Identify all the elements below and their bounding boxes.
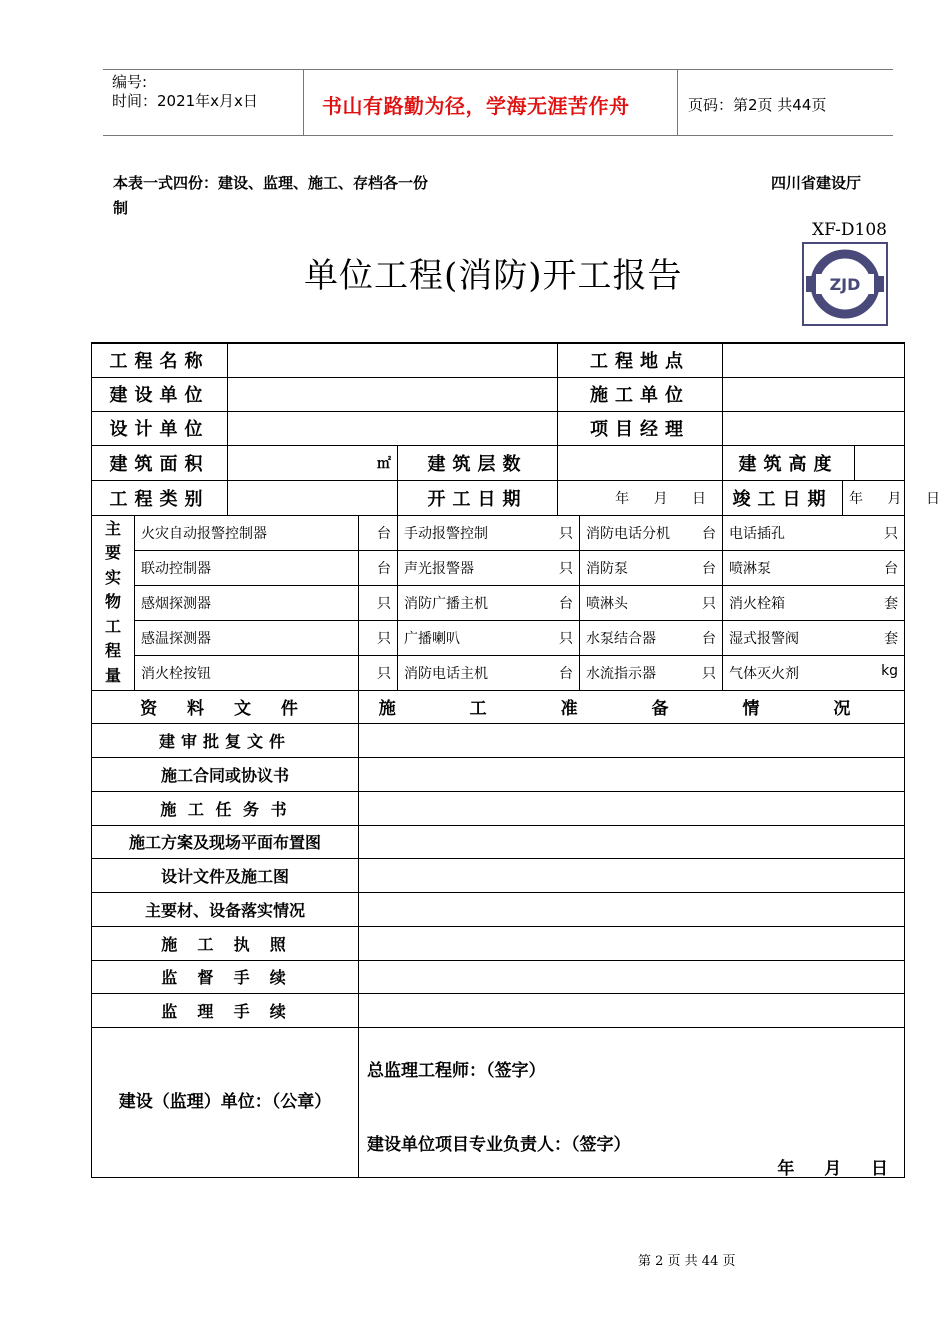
qty-item: 手动报警控制 只 xyxy=(398,515,580,550)
header-top-rule xyxy=(103,69,893,70)
quantities-side-text: 主 要 实 物 工 程 量 xyxy=(104,518,121,685)
qty-item: 消防泵 台 xyxy=(580,550,723,585)
label-construct-unit: 施工单位 xyxy=(558,377,723,411)
start-date-field[interactable]: 年 月 日 xyxy=(558,480,723,515)
header-divider xyxy=(303,69,304,136)
doc-item: 监 督 手 续 xyxy=(92,960,359,993)
qty-item: 感烟探测器 xyxy=(135,585,359,620)
prep-field[interactable] xyxy=(359,791,905,825)
label-floors: 建筑层数 xyxy=(398,445,558,480)
project-category-field[interactable] xyxy=(228,480,398,515)
qty-item: 电话插孔 只 xyxy=(723,515,905,550)
prep-field[interactable] xyxy=(359,960,905,993)
prep-field[interactable] xyxy=(359,757,905,791)
doc-item: 建审批复文件 xyxy=(92,723,359,757)
qty-item: 感温探测器 xyxy=(135,620,359,655)
signature-area[interactable] xyxy=(359,1027,905,1177)
page-info: 页码：第2页 共44页 xyxy=(688,96,827,114)
prep-field[interactable] xyxy=(359,926,905,960)
qty-item: 气体灭火剂 kg xyxy=(723,655,905,690)
qty-item: 湿式报警阀 套 xyxy=(723,620,905,655)
qty-item: 广播喇叭 只 xyxy=(398,620,580,655)
doc-item: 监 理 手 续 xyxy=(92,993,359,1027)
time-label: 时间：2021年x月x日 xyxy=(112,92,258,110)
label-build-unit: 建设单位 xyxy=(92,377,228,411)
form-code: XF-D108 xyxy=(812,220,887,240)
doc-item: 施工方案及现场平面布置图 xyxy=(92,825,359,858)
unit-seal-label: 建设（监理）单位：（公章） xyxy=(92,1027,359,1177)
qty-item: 消防广播主机 台 xyxy=(398,585,580,620)
doc-item: 施 工 任 务 书 xyxy=(92,791,359,825)
copies-note: 本表一式四份：建设、监理、施工、存档各一份 xyxy=(113,174,429,192)
qty-item: 联动控制器 xyxy=(135,550,359,585)
label-project-name: 工程名称 xyxy=(92,343,228,377)
project-name-field[interactable] xyxy=(228,343,558,377)
label-building-area: 建筑面积 xyxy=(92,445,228,480)
doc-item: 设计文件及施工图 xyxy=(92,858,359,892)
label-building-height: 建筑高度 xyxy=(723,445,855,480)
doc-item: 施工合同或协议书 xyxy=(92,757,359,791)
label-project-category: 工程类别 xyxy=(92,480,228,515)
area-unit: ㎡ xyxy=(377,455,391,472)
qty-item: 喷淋泵 台 xyxy=(723,550,905,585)
project-manager-field[interactable] xyxy=(723,411,905,445)
doc-item: 施 工 执 照 xyxy=(92,926,359,960)
prep-field[interactable] xyxy=(359,892,905,926)
doc-item: 主要材、设备落实情况 xyxy=(92,892,359,926)
qty-unit: 只 xyxy=(359,655,398,690)
issuer: 四川省建设厅 xyxy=(771,174,862,192)
page-footer: 第 2 页 共 44 页 xyxy=(638,1254,736,1269)
label-design-unit: 设计单位 xyxy=(92,411,228,445)
svg-text:ZJD: ZJD xyxy=(829,275,861,294)
qty-item: 声光报警器 只 xyxy=(398,550,580,585)
floors-field[interactable] xyxy=(558,445,723,480)
prep-field[interactable] xyxy=(359,993,905,1027)
label-project-manager: 项目经理 xyxy=(558,411,723,445)
number-label: 编号: xyxy=(112,73,148,91)
report-form xyxy=(91,342,950,1179)
qty-item: 消防电话主机 台 xyxy=(398,655,580,690)
qty-unit: 台 xyxy=(359,515,398,550)
qty-unit: 台 xyxy=(359,550,398,585)
completion-date-field[interactable]: 年 月 日 xyxy=(843,480,905,515)
copies-note-tail: 制 xyxy=(113,199,129,217)
owner-rep-signature: 建设单位项目专业负责人：（签字） xyxy=(367,1134,631,1155)
signature-date: 年 月 日 xyxy=(777,1158,895,1179)
label-project-location: 工程地点 xyxy=(558,343,723,377)
construct-unit-field[interactable] xyxy=(723,377,905,411)
qty-item: 水流指示器 只 xyxy=(580,655,723,690)
qty-unit: 只 xyxy=(359,585,398,620)
qty-item: 喷淋头 只 xyxy=(580,585,723,620)
qty-unit: 只 xyxy=(359,620,398,655)
prep-field[interactable] xyxy=(359,723,905,757)
build-unit-field[interactable] xyxy=(228,377,558,411)
docs-header: 资 料 文 件 xyxy=(92,690,359,723)
qty-item: 消防电话分机 台 xyxy=(580,515,723,550)
design-unit-field[interactable] xyxy=(228,411,558,445)
page-title: 单位工程(消防)开工报告 xyxy=(304,256,683,296)
prep-field[interactable] xyxy=(359,858,905,892)
building-area-field[interactable] xyxy=(228,445,398,480)
prep-field[interactable] xyxy=(359,825,905,858)
qty-item: 消火栓箱 套 xyxy=(723,585,905,620)
motto: 书山有路勤为径，学海无涯苦作舟 xyxy=(322,94,630,118)
quantities-side-label xyxy=(92,515,135,690)
qty-item: 消火栓按钮 xyxy=(135,655,359,690)
header-bottom-rule xyxy=(103,135,893,136)
label-completion-date: 竣工日期 xyxy=(723,480,843,515)
zjd-logo xyxy=(802,242,888,326)
label-start-date: 开工日期 xyxy=(398,480,558,515)
header-divider xyxy=(677,69,678,136)
building-height-field[interactable] xyxy=(855,445,905,480)
prep-header: 施 工 准 备 情 况 xyxy=(359,690,905,723)
qty-item: 水泵结合器 台 xyxy=(580,620,723,655)
chief-engineer-signature: 总监理工程师：（签字） xyxy=(367,1060,546,1081)
project-location-field[interactable] xyxy=(723,343,905,377)
qty-item: 火灾自动报警控制器 xyxy=(135,515,359,550)
